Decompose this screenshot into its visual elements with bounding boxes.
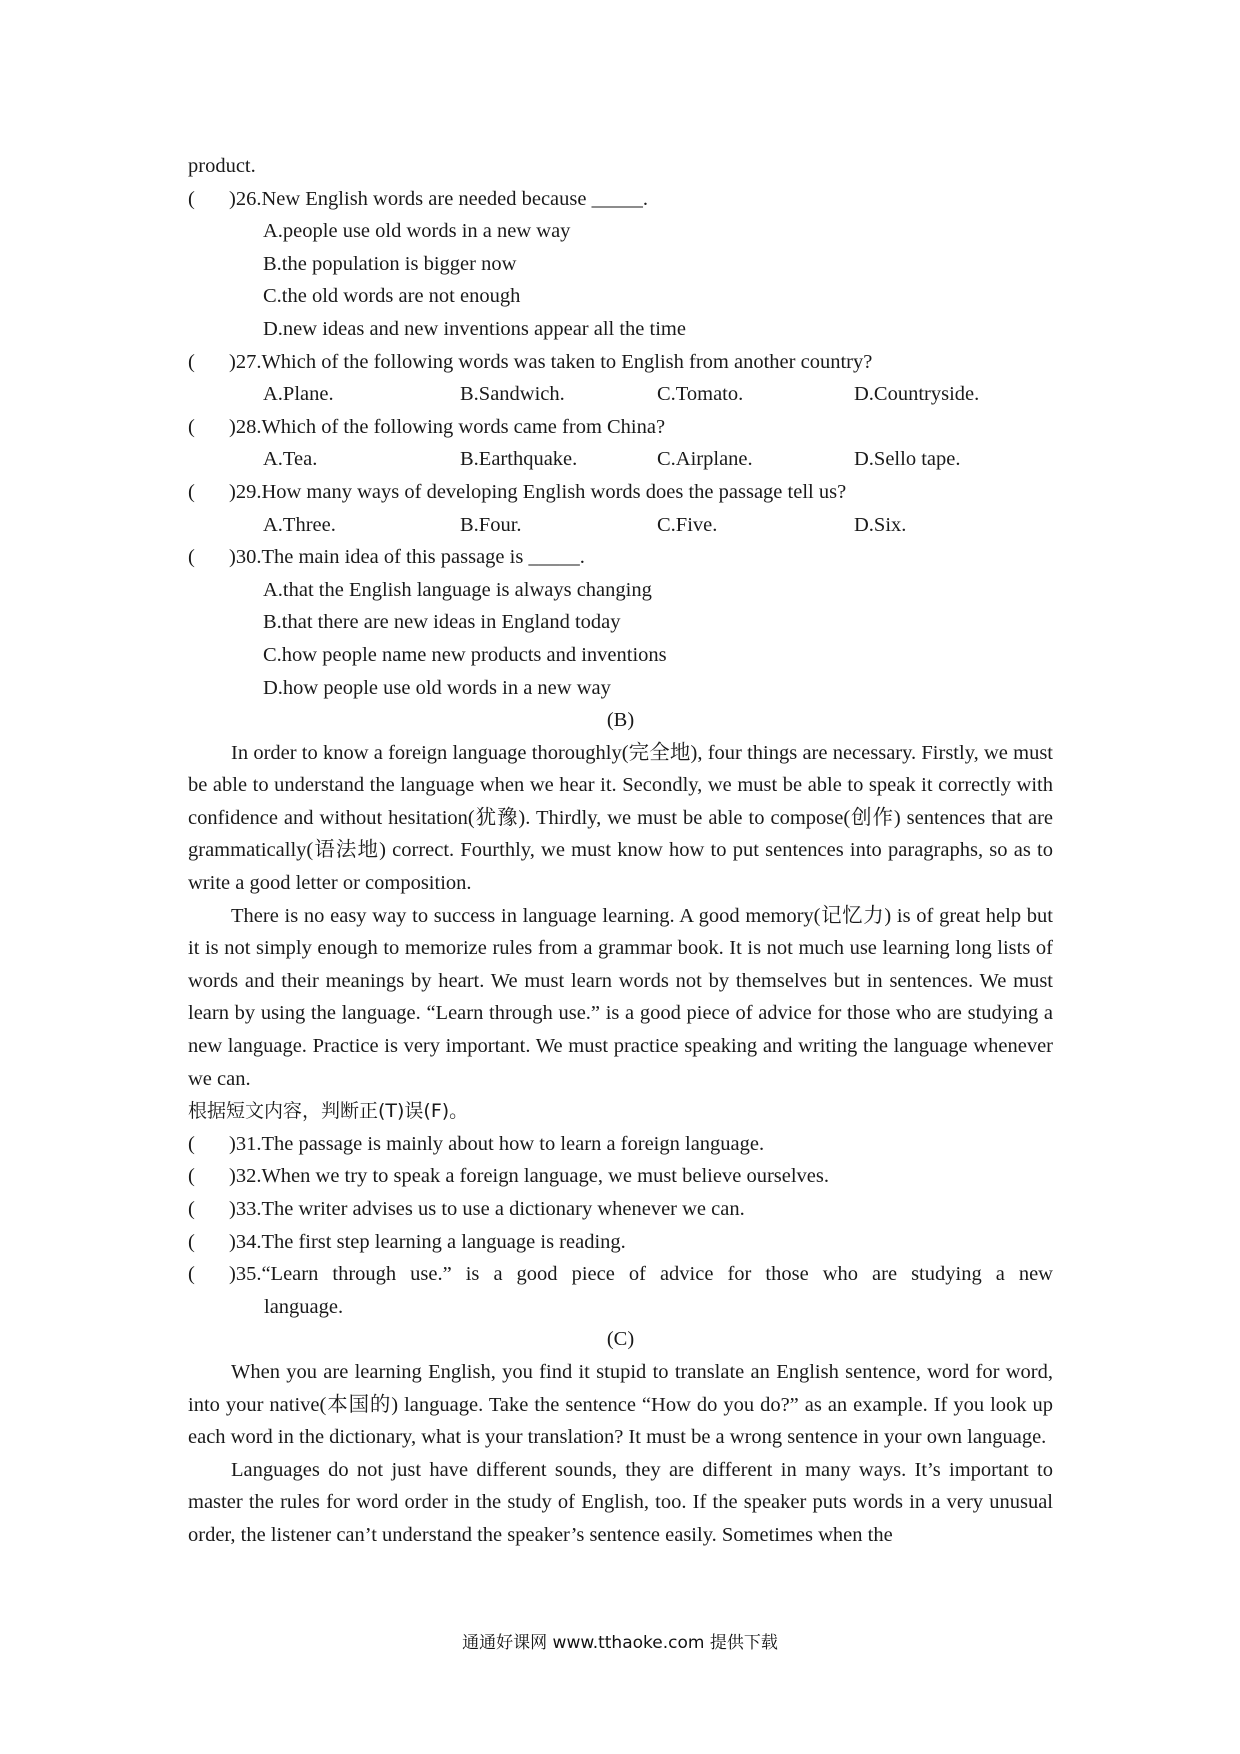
question-35 [188, 1258, 1053, 1291]
option: C.Five. [657, 513, 718, 536]
option: C.how people name new products and inventions [263, 643, 667, 666]
option: A.that the English language is always changing [263, 578, 652, 601]
question-stem: )28.Which of the following words came from China? [229, 415, 666, 438]
section-c-title: (C) [606, 1328, 635, 1351]
option: D.Sello tape. [854, 448, 961, 471]
option: A.Tea. [263, 448, 318, 471]
section-b-title: (B) [606, 709, 635, 732]
question-33 [188, 1193, 1053, 1226]
section-c-paragraph: When you are learning English, you find it stupid to translate an English sentence, word for word, into your native(本国的) language. Take the sentence “How do you do?” as an example. If you look up each word in the dictionary, what is your translation? It must be a wrong sentence in your own language. [188, 1360, 1053, 1449]
option: B.that there are new ideas in England today [263, 611, 621, 634]
question-stem: )33.The writer advises us to use a dictionary whenever we can. [229, 1198, 745, 1220]
question-stem: )32.When we try to speak a foreign language, we must believe ourselves. [229, 1165, 829, 1188]
question-30-options [188, 574, 1053, 704]
answer-paren: ( [188, 350, 195, 373]
answer-paren: ( [188, 1230, 195, 1253]
option: C.Airplane. [657, 448, 753, 471]
answer-paren: ( [188, 415, 195, 438]
question-31 [188, 1128, 1053, 1161]
question-26-options [188, 215, 1053, 345]
question-29 [188, 476, 1053, 509]
question-stem: )27.Which of the following words was taken to English from another country? [229, 350, 873, 373]
option: D.Six. [854, 513, 907, 536]
option: B.Earthquake. [460, 448, 578, 471]
question-34 [188, 1226, 1053, 1259]
option: C.the old words are not enough [263, 285, 521, 308]
section-c-paragraph: Languages do not just have different sounds, they are different in many ways. It’s important to master the rules for word order in the study of English, too. If the speaker puts words in a very unusual order, the listener can’t understand the speaker’s sentence easily. Sometimes when the [188, 1458, 1053, 1546]
answer-paren: ( [188, 480, 195, 503]
option: B.Four. [460, 513, 522, 536]
option: B.Sandwich. [460, 383, 565, 406]
option: D.new ideas and new inventions appear all the time [263, 317, 686, 340]
question-stem: )35.“Learn through use.” is a good piece of advice for those who are studying a new [229, 1263, 1053, 1286]
question-stem: )30.The main idea of this passage is _____. [229, 546, 585, 569]
question-stem: )29.How many ways of developing English words does the passage tell us? [229, 480, 847, 503]
question-26 [188, 183, 1053, 216]
option: A.Plane. [263, 383, 334, 406]
question-28-options [188, 443, 1053, 476]
page-footer: 通通好课网 www.tthaoke.com 提供下载 [462, 1633, 778, 1653]
option: A.Three. [263, 513, 336, 536]
option: C.Tomato. [657, 383, 744, 406]
answer-paren: ( [188, 1198, 195, 1220]
option: A.people use old words in a new way [263, 220, 571, 243]
tf-instruction: 根据短文内容，判断正(T)误(F)。 [188, 1100, 469, 1123]
question-27 [188, 346, 1053, 379]
option: D.how people use old words in a new way [263, 676, 611, 699]
answer-paren: ( [188, 1132, 195, 1155]
question-32 [188, 1160, 1053, 1193]
option: B.the population is bigger now [263, 252, 517, 275]
question-stem: )26.New English words are needed because _____. [229, 187, 648, 210]
question-29-options [188, 509, 1053, 542]
question-27-options [188, 378, 1053, 411]
question-28 [188, 411, 1053, 444]
question-stem: )34.The first step learning a language is reading. [229, 1230, 626, 1253]
option: D.Countryside. [854, 383, 980, 406]
section-b-paragraph: There is no easy way to success in language learning. A good memory(记忆力) is of great help but it is not simply enough to memorize rules from a grammar book. It is not much use learning long lists of words and their meanings by heart. We must learn words not by themselves but in sentences. We must learn by using the language. “Learn through use.” is a good piece of advice for those who are studying a new language. Practice is very important. We must practice speaking and writing the language whenever we can. [188, 904, 1053, 1090]
answer-paren: ( [188, 546, 195, 569]
top-fragment: product. [188, 155, 256, 177]
page-content [188, 150, 1053, 1552]
section-b-paragraph: In order to know a foreign language thoroughly(完全地), four things are necessary. Firstly, we must be able to understand the language when we hear it. Secondly, we must be able to speak it correctly with confidence and without hesitation(犹豫). Thirdly, we must be able to compose(创作) sentences that are grammatically(语法地) correct. Fourthly, we must know how to put sentences into paragraphs, so as to write a good letter or composition. [188, 741, 1053, 895]
answer-paren: ( [188, 187, 195, 210]
question-35-continuation: language. [264, 1295, 344, 1318]
answer-paren: ( [188, 1165, 195, 1188]
answer-paren: ( [188, 1263, 195, 1286]
question-30 [188, 541, 1053, 574]
question-stem: )31.The passage is mainly about how to learn a foreign language. [229, 1132, 765, 1155]
